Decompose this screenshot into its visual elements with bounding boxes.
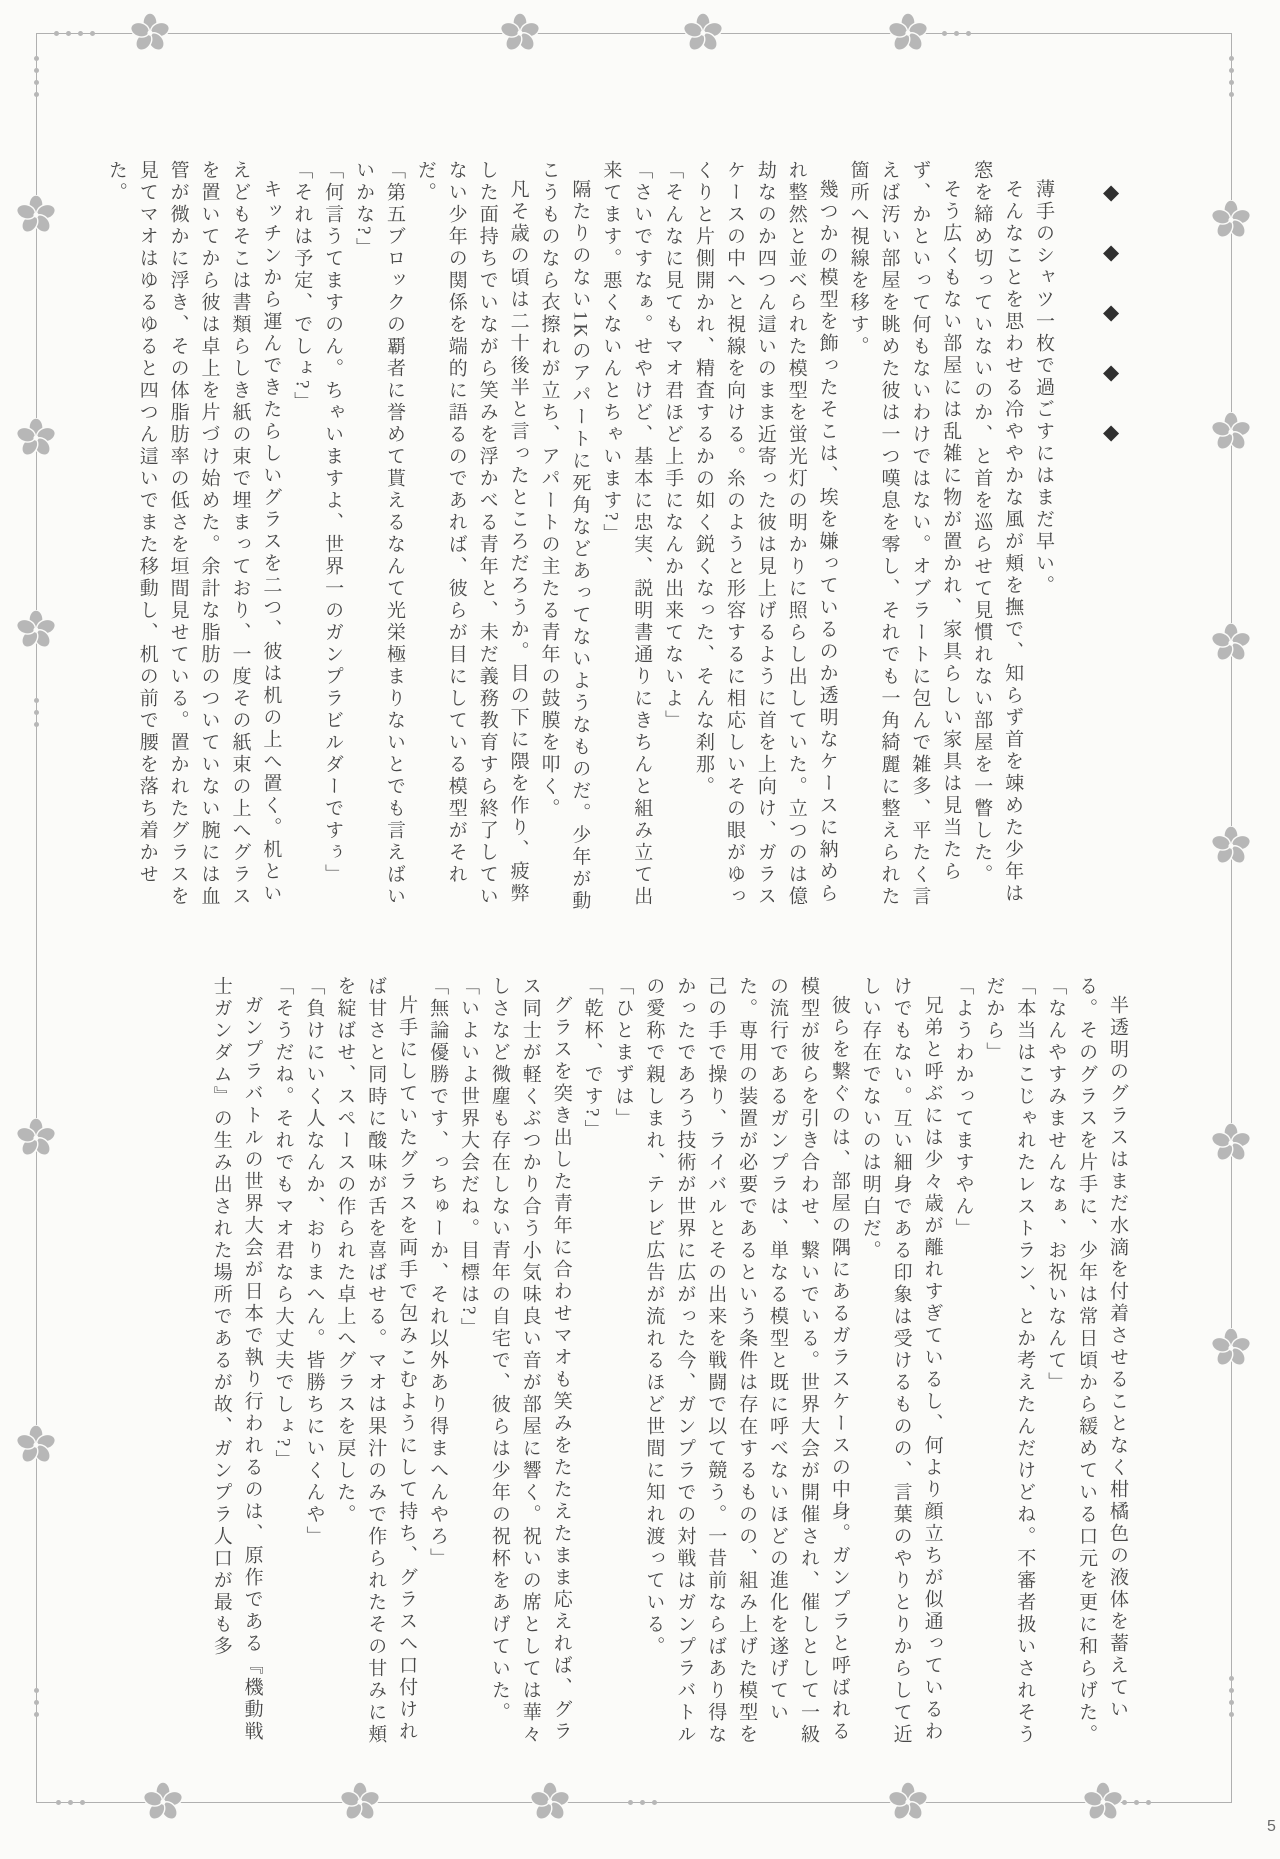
border-dot [652, 1800, 657, 1805]
border-dot [628, 1800, 633, 1805]
border-dot [78, 31, 83, 36]
paragraph: 「本当はこじゃれたレストラン、とか考えたんだけどね。不審者扱いされそうだから」 [983, 976, 1036, 1746]
flower-icon [888, 13, 928, 53]
paragraph: ガンプラバトルの世界大会が日本で執り行われるのは、原作である『機動戦士ガンダム』の生み出された場所であるが故、ガンプラ人口が最も多 [210, 976, 263, 1743]
paragraph: 「ひとまずは」 [612, 976, 634, 1130]
border-dot [1122, 1800, 1127, 1805]
paragraph: そんなことを思わせる冷ややかな風が頬を撫で、知らず首を竦めた少年は窓を締め切っていないのか、と首を巡らせて見慣れない部屋を一瞥した。 [971, 160, 1024, 905]
border-dot [34, 68, 39, 73]
border-dot [54, 31, 59, 36]
paragraph: 「無論優勝です、っちゅーか、それ以外あり得まへんやろ」 [427, 976, 449, 1570]
border-dot [34, 1712, 39, 1717]
border-dot [966, 31, 971, 36]
flower-icon [16, 418, 56, 458]
border-dot [1229, 1700, 1234, 1705]
story-text-first-half [63, 160, 1058, 913]
border-dot [34, 1688, 39, 1693]
paragraph: キッチンから運んできたらしいグラスを二つ、彼は机の上へ置く。机といえどもそこは書類らしき紙の束で埋まっており、一度その紙束の上へグラスを置いてから彼は卓上を片づけ始めた。余計な脂肪のついていない腕には血管が微かに浮き、その体脂肪率の低さを垣間見せている。置かれたグラスを見てマオはゆるゆると四つん這いでまた移動し、机の前で腰を落ち着かせた。 [105, 160, 282, 908]
paragraph: 「なんやすみませんなぁ、お祝いなんて」 [1045, 976, 1067, 1394]
flower-icon [1211, 826, 1251, 866]
border-dot [34, 1700, 39, 1705]
border-dot [80, 1800, 85, 1805]
flower-icon [530, 1782, 570, 1822]
flower-icon [340, 1782, 380, 1822]
flower-icon [1211, 412, 1251, 452]
border-dot [1229, 68, 1234, 73]
border-dot [1229, 92, 1234, 97]
diamond-icon: ◆ [1103, 420, 1120, 444]
flower-icon [1211, 623, 1251, 663]
diamond-icon: ◆ [1103, 300, 1120, 324]
border-dot [1229, 56, 1234, 61]
flower-icon [16, 610, 56, 650]
flower-icon [888, 1782, 928, 1822]
paragraph: 「乾杯、です?」 [581, 976, 603, 1142]
flower-icon [1083, 1782, 1123, 1822]
border-dot [954, 31, 959, 36]
paragraph: 片手にしていたグラスを両手で包みこむようにして持ち、グラスへ口付ければ甘さと同時に酸味が舌を喜ばせる。マオは果汁のみで作られたその甘みに頬を綻ばせ、スペースの作られた卓上へグラスを戻した。 [334, 976, 418, 1746]
flower-icon [1211, 1328, 1251, 1368]
paragraph: 「第五ブロックの覇者に誉めて貰えるなんて光栄極まりないとでも言えばいいかな?」 [353, 160, 405, 908]
flower-icon [500, 13, 540, 53]
border-dot [34, 710, 39, 715]
border-dot [640, 1800, 645, 1805]
border-dot [34, 92, 39, 97]
paragraph: 「何言うてますのん。ちゃいますよ、世界一のガンプラビルダーですぅ」 [322, 160, 344, 886]
flower-icon [16, 1118, 56, 1158]
paragraph: 半透明のグラスはまだ水滴を付着させることなく柑橘色の液体を蓄えている。そのグラスを片手に、少年は常日頃から緩めている口元を更に和らげた。 [1076, 976, 1128, 1746]
diamond-icon: ◆ [1103, 180, 1120, 204]
paragraph: 「そうだね。それでもマオ君なら大丈夫でしょ?」 [272, 976, 294, 1472]
border-dot [1134, 1800, 1139, 1805]
story-text-second-half [87, 976, 1132, 1748]
flower-icon [16, 195, 56, 235]
flower-icon [130, 13, 170, 53]
border-dot [1229, 80, 1234, 85]
paragraph: 「さいですなぁ。せやけど、基本に忠実、説明書通りにきちんと組み立て出来てます。悪くないんとちゃいます?」 [600, 160, 653, 908]
paragraph: 「負けにいく人なんか、おりまへん。皆勝ちにいくんや」 [303, 976, 325, 1548]
paragraph: 凡そ歳の頃は二十後半と言ったところだろうか。目の下に隈を作り、疲弊した面持ちでいながら笑みを浮かべる青年と、未だ義務教育すら終了していない少年の関係を端的に語るのであれば、彼らが目にしている模型がそれだ。 [414, 160, 529, 908]
border-dot [34, 722, 39, 727]
paragraph: 薄手のシャツ一枚で過ごすにはまだ早い。 [1033, 179, 1054, 597]
paragraph: 「いよいよ世界大会だね。目標は?」 [457, 976, 479, 1340]
page-number: 5 [1267, 1818, 1276, 1835]
border-dot [34, 56, 39, 61]
flower-icon [1211, 200, 1251, 240]
diamond-icon: ◆ [1103, 240, 1120, 264]
border-dot [34, 80, 39, 85]
border-dot [1229, 1676, 1234, 1681]
border-dot [1229, 1688, 1234, 1693]
paragraph: そう広くもない部屋には乱雑に物が置かれ、家具らしい家具は見当たらず、かといって何もないわけではない。オブラートに包んで雑多、平たく言えば汚い部屋を眺めた彼は一つ嘆息を零し、それでも一角綺麗に整えられた箇所へ視線を移す。 [847, 160, 962, 908]
paragraph: グラスを突き出した青年に合わせマオも笑みをたたえたまま応えれば、グラス同士が軽くぶつかり合う小気味良い音が部屋に響く。祝いの席としては華々しさなど微塵も存在しない青年の自宅で、彼らは少年の祝杯をあげていた。 [488, 976, 572, 1746]
flower-icon [1211, 1123, 1251, 1163]
paragraph: 隔たりのない1Kのアパートに死角などあってないようなものだ。少年が動こうものなら衣擦れが立ち、アパートの主たる青年の鼓膜を叩く。 [538, 160, 591, 913]
border-dot [68, 1800, 73, 1805]
border-dot [1229, 1712, 1234, 1717]
border-dot [34, 698, 39, 703]
flower-icon [683, 13, 723, 53]
paragraph: 「そんなに見てもマオ君ほど上手になんか出来てないよ」 [662, 160, 684, 732]
flower-icon [16, 1425, 56, 1465]
paragraph: 兄弟と呼ぶには少々歳が離れすぎているし、何より顔立ちが似通っているわけでもない。互い細身である印象は受けるものの、言葉のやりとりからして近しい存在でないのは明白だ。 [859, 976, 943, 1746]
border-dot [942, 31, 947, 36]
paragraph: 「それは予定、でしょ?」 [291, 160, 313, 414]
border-dot [1146, 1800, 1151, 1805]
border-dot [56, 1800, 61, 1805]
border-dot [90, 31, 95, 36]
border-dot [66, 31, 71, 36]
paragraph: 「ようわかってますやん」 [952, 976, 974, 1240]
flower-icon [143, 1782, 183, 1822]
diamond-icon: ◆ [1103, 360, 1120, 384]
section-divider-diamonds [1103, 182, 1119, 443]
paragraph: 幾つかの模型を飾ったそこは、埃を嫌っているのか透明なケースに納められ整然と並べられた模型を蛍光灯の明かりに照らし出していた。立つのは億劫なのか四つん這いのまま近寄った彼は見上げるように首を上向け、ガラスケースの中へと視線を向ける。糸のようと形容するに相応しいその眼がゆっくりと片側開かれ、精査するかの如く鋭くなった、そんな刹那。 [693, 160, 838, 908]
paragraph: 彼らを繋ぐのは、部屋の隅にあるガラスケースの中身。ガンプラと呼ばれる模型が彼らを引き合わせ、繋いでいる。世界大会が開催され、催しとして一級の流行であるガンプラは、単なる模型と既に呼べないほどの進化を遂げていた。専用の装置が必要であるという条件は存在するものの、組み上げた模型を己の手で操り、ライバルとその出来を戦闘で以て競う。一昔前ならばあり得なかったであろう技術が世界に広がった今、ガンプラでの対戦はガンプラバトルの愛称で親しまれ、テレビ広告が流れるほど世間に知れ渡っている。 [643, 976, 850, 1746]
